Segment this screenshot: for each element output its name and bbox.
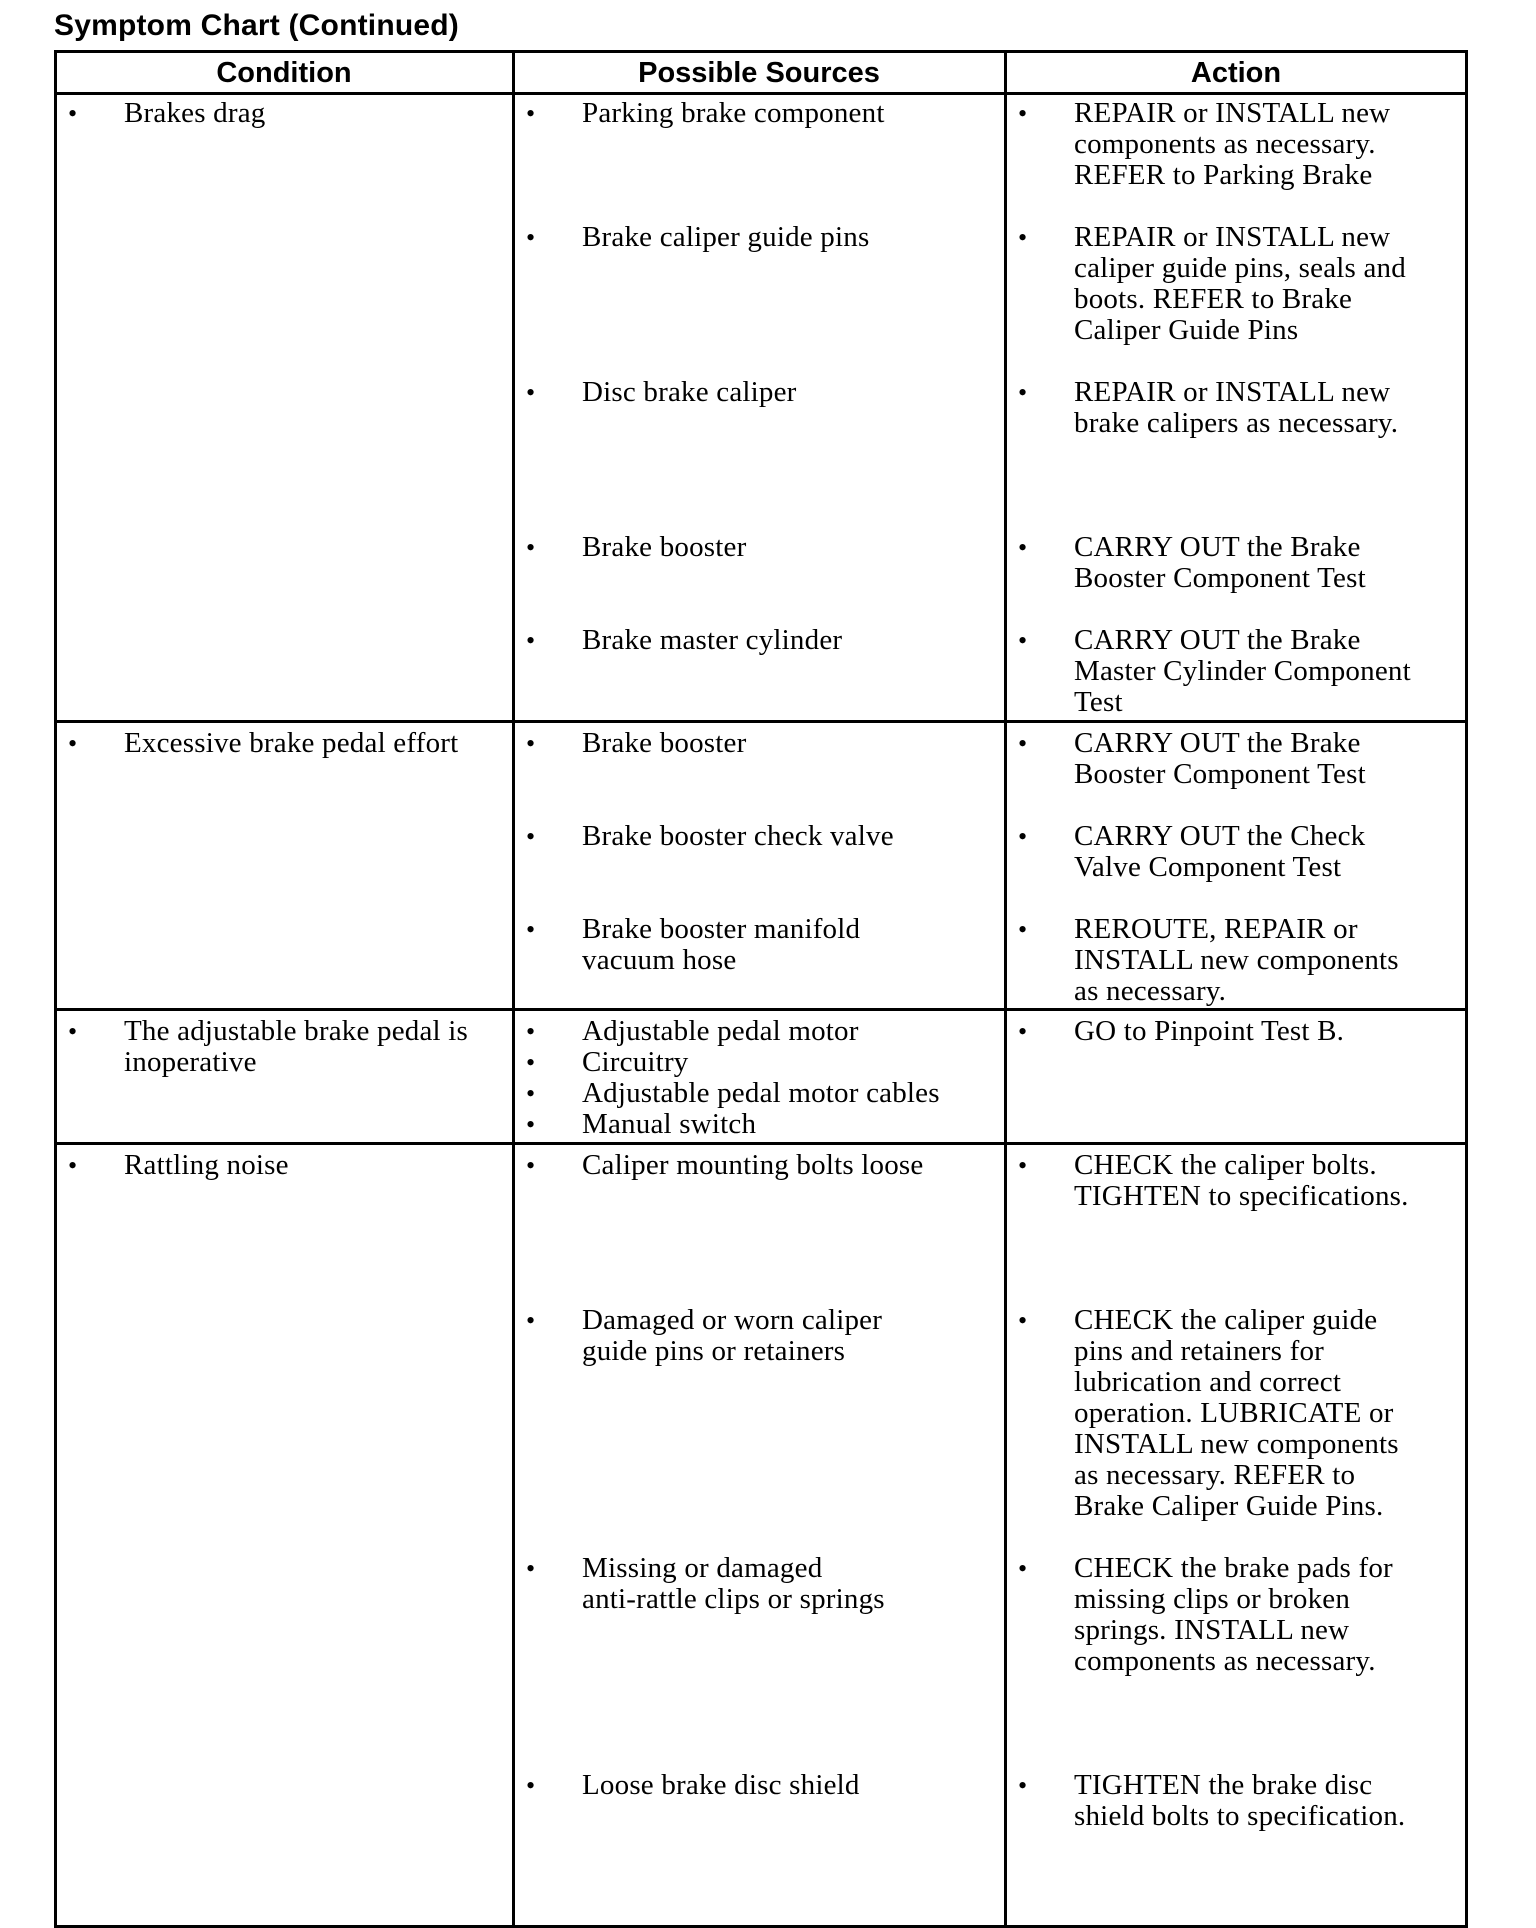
bullet: •: [1018, 626, 1028, 655]
action-item: [1018, 98, 1463, 191]
action-text: REPAIR or INSTALL new components as necessary. REFER to Parking Brake: [1074, 97, 1391, 191]
condition-cell: [68, 98, 508, 129]
source-item: [526, 1553, 996, 1615]
bullet: •: [526, 378, 536, 407]
action-text: CHECK the caliper guide pins and retainers for lubrication and correct operation. LUBRICATE or INSTALL new components as necessary. REFER to Brake Caliper Guide Pins.: [1074, 1304, 1399, 1522]
source-item: [526, 1016, 996, 1047]
bullet: •: [526, 1110, 536, 1139]
bullet: •: [1018, 1771, 1028, 1800]
bullet: •: [526, 1017, 536, 1046]
bullet: •: [526, 1048, 536, 1077]
action-text: TIGHTEN the brake disc shield bolts to specification.: [1074, 1769, 1406, 1832]
action-text: GO to Pinpoint Test B.: [1074, 1015, 1345, 1047]
action-text: CHECK the caliper bolts. TIGHTEN to specifications.: [1074, 1149, 1409, 1212]
action-item: [1018, 222, 1463, 346]
action-text: REPAIR or INSTALL new brake calipers as necessary.: [1074, 376, 1399, 439]
bullet: •: [1018, 1554, 1028, 1583]
row-divider: [54, 1008, 1468, 1011]
bullet: •: [526, 1771, 536, 1800]
source-text: Brake booster check valve: [582, 820, 894, 852]
source-item: [526, 222, 996, 253]
bullet: •: [1018, 533, 1028, 562]
source-item: [526, 98, 996, 129]
source-item: [526, 625, 996, 656]
action-item: [1018, 1305, 1463, 1522]
source-text: Disc brake caliper: [582, 376, 797, 408]
condition-text: Brakes drag: [124, 97, 266, 129]
action-text: REROUTE, REPAIR or INSTALL new components as necessary.: [1074, 913, 1399, 1007]
bullet: •: [526, 223, 536, 252]
bullet: •: [526, 99, 536, 128]
bullet: •: [1018, 729, 1028, 758]
source-text: Brake booster: [582, 727, 747, 759]
symptom-table: [54, 50, 1468, 1928]
action-item: [1018, 1016, 1463, 1047]
action-item: [1018, 728, 1463, 790]
source-text: Loose brake disc shield: [582, 1769, 860, 1801]
source-item: [526, 1078, 996, 1109]
bullet: •: [526, 1306, 536, 1335]
bullet: •: [526, 822, 536, 851]
condition-text: Rattling noise: [124, 1149, 289, 1181]
bullet: •: [68, 1151, 78, 1180]
source-text: Adjustable pedal motor cables: [582, 1077, 940, 1109]
row-divider: [54, 720, 1468, 723]
condition-cell: [68, 1150, 508, 1181]
column-divider: [1004, 50, 1007, 1928]
source-text: Damaged or worn caliper guide pins or retainers: [582, 1304, 883, 1367]
header-sources: Possible Sources: [638, 57, 880, 89]
bullet: •: [1018, 378, 1028, 407]
source-item: [526, 1109, 996, 1140]
bullet: •: [1018, 1306, 1028, 1335]
action-item: [1018, 625, 1463, 718]
source-item: [526, 914, 996, 976]
row-divider: [54, 1142, 1468, 1145]
bullet: •: [1018, 223, 1028, 252]
table-border-right: [1465, 50, 1468, 1928]
bullet: •: [526, 626, 536, 655]
action-text: CHECK the brake pads for missing clips or broken springs. INSTALL new components as necessary.: [1074, 1552, 1393, 1677]
bullet: •: [526, 533, 536, 562]
bullet: •: [1018, 822, 1028, 851]
source-item: [526, 532, 996, 563]
page-title: Symptom Chart (Continued): [54, 9, 459, 42]
action-item: [1018, 914, 1463, 1007]
source-text: Missing or damaged anti-rattle clips or springs: [582, 1552, 885, 1615]
source-text: Brake caliper guide pins: [582, 221, 870, 253]
action-item: [1018, 1553, 1463, 1677]
bullet: •: [1018, 99, 1028, 128]
bullet: •: [1018, 1151, 1028, 1180]
source-item: [526, 728, 996, 759]
action-item: [1018, 377, 1463, 439]
header-condition: Condition: [216, 57, 352, 89]
action-text: CARRY OUT the Brake Master Cylinder Component Test: [1074, 624, 1411, 718]
source-item: [526, 1047, 996, 1078]
source-item: [526, 821, 996, 852]
condition-cell: [68, 1016, 508, 1078]
source-item: [526, 1770, 996, 1801]
source-text: Parking brake component: [582, 97, 885, 129]
action-text: CARRY OUT the Check Valve Component Test: [1074, 820, 1366, 883]
source-text: Brake master cylinder: [582, 624, 843, 656]
action-item: [1018, 821, 1463, 883]
condition-text: The adjustable brake pedal is inoperative: [124, 1015, 469, 1078]
source-text: Manual switch: [582, 1108, 757, 1140]
action-item: [1018, 532, 1463, 594]
action-text: CARRY OUT the Brake Booster Component Test: [1074, 531, 1366, 594]
action-item: [1018, 1150, 1463, 1212]
source-text: Caliper mounting bolts loose: [582, 1149, 924, 1181]
condition-cell: [68, 728, 508, 759]
bullet: •: [68, 1017, 78, 1046]
bullet: •: [526, 1554, 536, 1583]
bullet: •: [1018, 915, 1028, 944]
table-border-left: [54, 50, 57, 1928]
action-text: REPAIR or INSTALL new caliper guide pins, seals and boots. REFER to Brake Caliper Guide Pins: [1074, 221, 1406, 346]
source-item: [526, 1150, 996, 1181]
source-text: Brake booster: [582, 531, 747, 563]
source-text: Brake booster manifold vacuum hose: [582, 913, 861, 976]
bullet: •: [68, 99, 78, 128]
header-action: Action: [1190, 57, 1282, 89]
condition-text: Excessive brake pedal effort: [124, 727, 459, 759]
bullet: •: [526, 729, 536, 758]
bullet: •: [1018, 1017, 1028, 1046]
bullet: •: [68, 729, 78, 758]
action-text: CARRY OUT the Brake Booster Component Test: [1074, 727, 1366, 790]
source-item: [526, 1305, 996, 1367]
action-item: [1018, 1770, 1463, 1832]
column-divider: [512, 50, 515, 1928]
bullet: •: [526, 1079, 536, 1108]
source-text: Adjustable pedal motor: [582, 1015, 859, 1047]
source-text: Circuitry: [582, 1046, 689, 1078]
bullet: •: [526, 1151, 536, 1180]
bullet: •: [526, 915, 536, 944]
source-item: [526, 377, 996, 408]
